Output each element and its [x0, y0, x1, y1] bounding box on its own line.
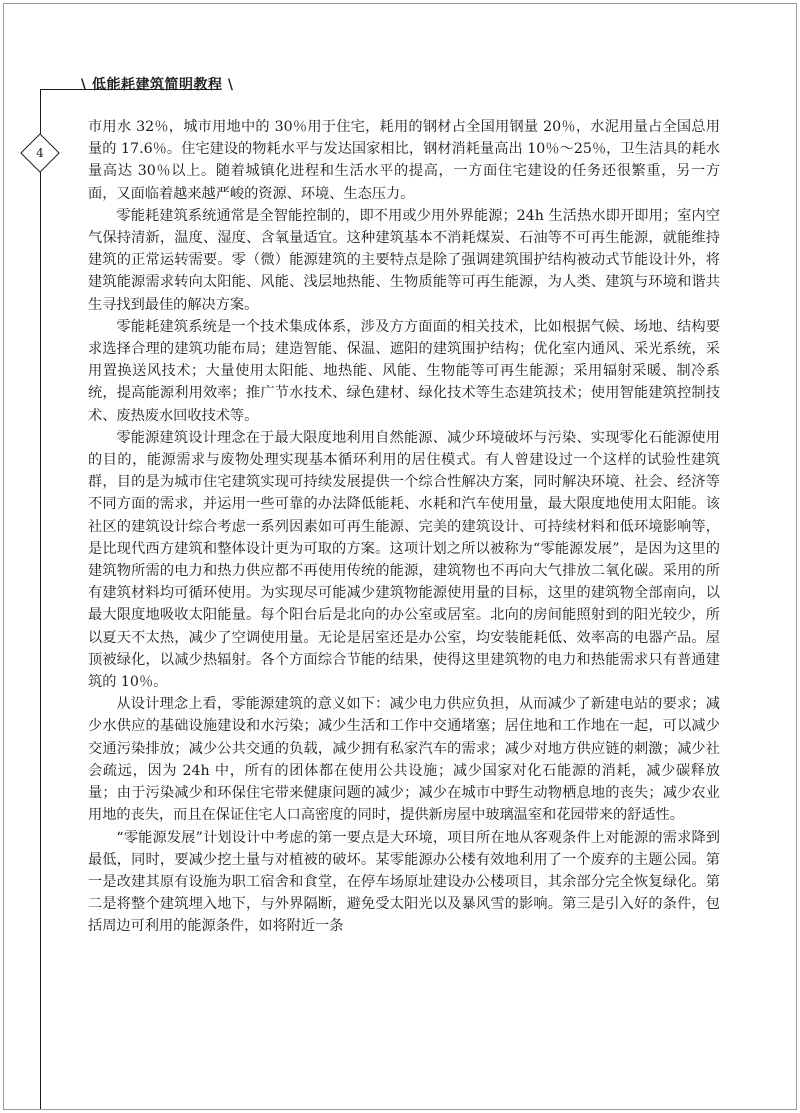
body-text — [88, 116, 720, 938]
paragraph: 从设计理念上看，零能源建筑的意义如下：减少电力供应负担，从而减少了新建电站的要求；减少水供应的基础设施建设和水污染；减少生活和工作中交通堵塞；居住地和工作地在一起，可以减少交通污染排放；减少公共交通的负载，减少拥有私家汽车的需求；减少对地方供应链的刺激；减少社会疏远，因为 24h 中，所有的团体都在使用公共设施；减少国家对化石能源的消耗，减少碳释放量；由于污染减少和环保住宅带来健康问题的减少；减少在城市中野生动物栖息地的丧失；减少农业用地的丧失，而且在保证住宅人口高密度的同时，提供新房屋中玻璃温室和花园带来的舒适性。 — [88, 696, 720, 824]
page-number: 4 — [36, 146, 44, 160]
paragraph: 零能耗建筑系统是一个技术集成体系，涉及方方面面的相关技术，比如根据气候、场地、结构要求选择合理的建筑功能布局；建造智能、保温、遮阳的建筑围护结构；优化室内通风、采光系统，采用置换送风技术；大量使用太阳能、地热能、风能、生物能等可再生能源；采用辐射采暖、制冷系统，提高能源利用效率；推广节水技术、绿色建材、绿化技术等生态建筑技术；使用智能建筑控制技术、废热废水回收技术等。 — [88, 318, 720, 424]
header-rule — [40, 89, 220, 90]
margin-rule — [40, 89, 41, 1109]
paragraph: “零能源发展”计划设计中考虑的第一要点是大环境，项目所在地从客观条件上对能源的需求降到最低，同时，要减少挖土量与对植被的破坏。某零能源办公楼有效地利用了一个废弃的主题公园。第一是改建其原有设施为职工宿舍和食堂，在停车场原址建设办公楼项目，其余部分完全恢复绿化。第二是将整个建筑埋入地下，与外界隔断，避免受太阳光以及暴风雪的影响。第三是引入好的条件，包括周边可利用的能源条件，如将附近一条 — [88, 829, 720, 935]
paragraph: 市用水 32％，城市用地中的 30％用于住宅，耗用的钢材占全国用钢量 20％，水泥用量占全国总用量的 17.6％。住宅建设的物耗水平与发达国家相比，钢材消耗量高出 10％～25％，卫生洁具的耗水量高达 30％以上。随着城镇化进程和生活水平的提高，一方面住宅建设的任务还很繁重，另一方面，又面临着越来越严峻的资源、环境、生态压力。 — [88, 119, 720, 202]
paragraph: 零能耗建筑系统通常是全智能控制的，即不用或少用外界能源；24h 生活热水即开即用；室内空气保持清新，温度、湿度、含氧量适宜。这种建筑基本不消耗煤炭、石油等不可再生能源，就能维持建筑的正常运转需要。零（微）能源建筑的主要特点是除了强调建筑围护结构被动式节能设计外，将建筑能源需求转向太阳能、风能、浅层地热能、生物质能等可再生能源，为人类、建筑与环境和谐共生寻找到最佳的解决方案。 — [88, 207, 720, 313]
running-header: \ 低能耗建筑简明教程 \ — [81, 77, 234, 93]
paragraph: 零能源建筑设计理念在于最大限度地利用自然能源、减少环境破坏与污染、实现零化石能源使用的目的，能源需求与废物处理实现基本循环利用的居住模式。有人曾建设过一个这样的试验性建筑群，目的是为城市住宅建筑实现可持续发展提供一个综合性解决方案，同时解决环境、社会、经济等不同方面的需求，并运用一些可靠的办法降低能耗、水耗和汽车使用量，最大限度地使用太阳能。该社区的建筑设计综合考虑一系列因素如可再生能源、完美的建筑设计、可持续材料和低环境影响等，是比现代西方建筑和整体设计更为可取的方案。这项计划之所以被称为“零能源发展”，是因为这里的建筑物所需的电力和热力供应都不再使用传统的能源，建筑物也不再向大气排放二氧化碳。采用的所有建筑材料均可循环使用。为实现尽可能减少建筑物能源使用量的目标，这里的建筑物全部南向，以最大限度地吸收太阳能量。每个阳台后是北向的办公室或居室。北向的房间能照射到的阳光较少，所以夏天不太热，减少了空调使用量。无论是居室还是办公室，均安装能耗低、效率高的电器产品。屋顶被绿化，以减少热辐射。各个方面综合节能的结果，使得这里建筑物的电力和热能需求只有普通建筑的 10％。 — [88, 429, 720, 691]
